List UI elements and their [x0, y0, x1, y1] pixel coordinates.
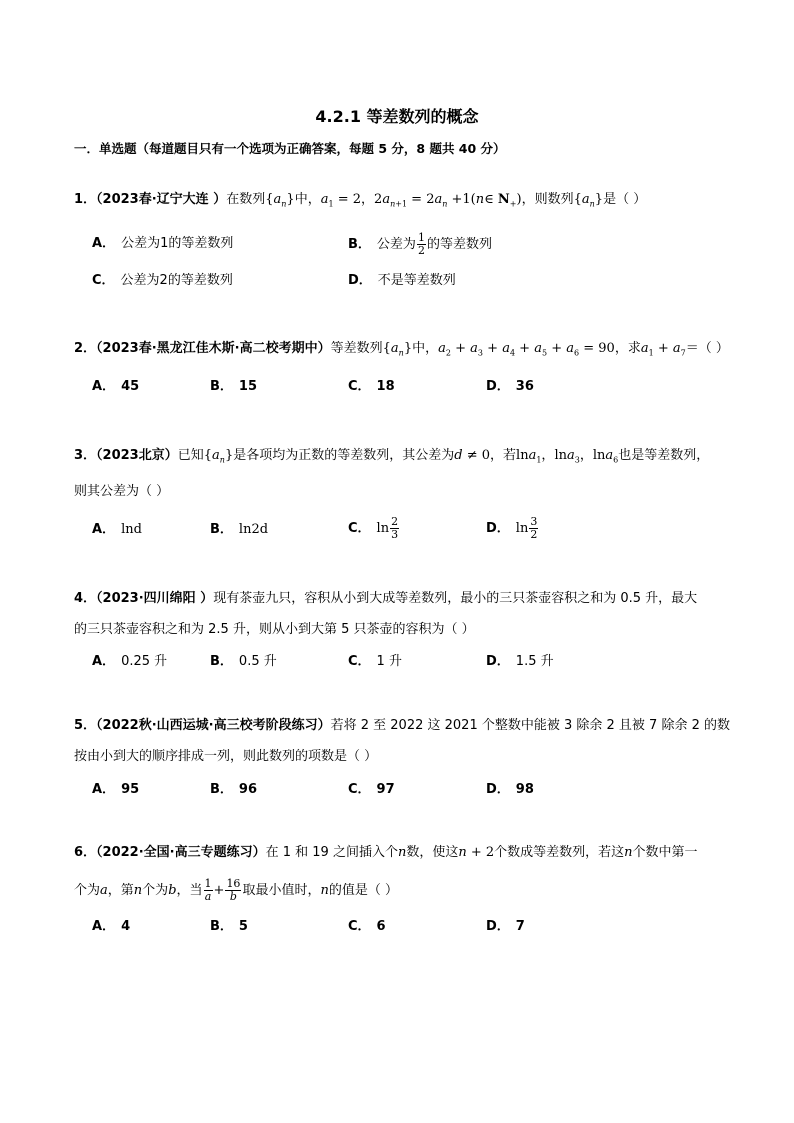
question-text: 等差数列: [330, 341, 383, 356]
question-2: [74, 339, 729, 364]
section-heading: 一．单选题（每道题目只有一个选项为正确答案，每题 5 分，8 题共 40 分）: [74, 141, 506, 156]
math-expr: n + 2: [458, 845, 495, 860]
math-var: n: [320, 883, 329, 898]
math-expr: $a_1 + a_7$: [640, 341, 686, 358]
math-sequence: $\{a_n\}$: [203, 448, 234, 465]
option-c[interactable]: C． 97: [348, 782, 395, 797]
question-number: 3．: [74, 448, 97, 463]
math-expr: lna$_6$: [592, 448, 619, 465]
question-number: 1．: [74, 192, 97, 207]
question-text: ，: [579, 448, 593, 463]
option-d[interactable]: D． ln $\frac{3}{2}$: [486, 515, 538, 541]
question-3: [74, 446, 709, 471]
question-text: 中，: [294, 192, 321, 207]
option-b[interactable]: B． ln2d: [210, 522, 269, 537]
math-var: a: [100, 883, 108, 898]
question-text: 中，: [412, 341, 439, 356]
question-source: （2022·全国·高三专题练习）: [96, 845, 266, 860]
question-number: 2．: [74, 341, 97, 356]
question-text: 若将 2 至 2022 这 2021 个整数中能被 3 除余 2 且被 7 除余 2 的数: [330, 718, 730, 733]
question-source: （2023北京）: [96, 448, 178, 463]
question-text: 是（ ）: [603, 192, 647, 207]
math-sequence: $\{a_n\}$: [265, 192, 295, 209]
question-text: 是各项均为正数的等差数列，其公差为: [233, 448, 455, 463]
math-expr: $a_1 = 2$: [320, 192, 362, 209]
question-text: ，若: [490, 448, 517, 463]
question-6-line-2: 个为a，第n个为b，当 $\frac{1}{a}$ + $\frac{16}{b}$ 取最小值时，n的值是（ ）: [74, 877, 398, 903]
fraction: $\frac{1}{a}$: [204, 877, 212, 903]
option-c[interactable]: C． 公差为2的等差数列: [92, 273, 233, 288]
question-3-line-2: 则其公差为（ ）: [74, 484, 170, 499]
option-a[interactable]: A． 95: [92, 782, 140, 797]
option-a[interactable]: A． 0.25 升: [92, 654, 168, 669]
option-d[interactable]: D． 不是等差数列: [348, 273, 456, 288]
option-c[interactable]: C． 18: [348, 379, 395, 394]
math-sequence: $\{a_n\}$: [573, 192, 604, 209]
math-var: n: [624, 845, 633, 860]
math-var: n: [397, 845, 407, 860]
question-source: （2023·四川绵阳 ）: [96, 591, 214, 606]
question-5-line-2: 按由小到大的顺序排成一列，则此数列的项数是（ ）: [74, 749, 378, 764]
option-b[interactable]: B． 公差为 $\frac{1}{2}$ 的等差数列: [348, 231, 492, 257]
question-4: [74, 589, 697, 609]
question-text: ，: [541, 448, 555, 463]
fraction: $\frac{1}{2}$: [417, 231, 425, 257]
option-d[interactable]: D． 7: [486, 919, 525, 934]
question-text: ，求: [614, 341, 641, 356]
question-6: [74, 843, 698, 863]
option-a[interactable]: A． 4: [92, 919, 131, 934]
page-title: 4.2.1 等差数列的概念: [315, 107, 479, 126]
question-number: 6．: [74, 845, 97, 860]
fraction: $\frac{2}{3}$: [391, 515, 399, 541]
question-1: [74, 190, 646, 215]
option-d[interactable]: D． 36: [486, 379, 534, 394]
question-text: 已知: [177, 448, 204, 463]
option-d[interactable]: D． 1.5 升: [486, 654, 554, 669]
question-text: 在数列: [226, 192, 266, 207]
question-4-line-2: 的三只茶壶容积之和为 2.5 升，则从小到大第 5 只茶壶的容积为（ ）: [74, 622, 475, 637]
question-text: 现有茶壶九只，容积从小到大成等差数列，最小的三只茶壶容积之和为 0.5 升，最大: [213, 591, 698, 606]
fraction: $\frac{16}{b}$: [226, 877, 241, 903]
question-source: （2023春·黑龙江佳木斯·高二校考期中）: [96, 341, 331, 356]
question-5: [74, 716, 730, 736]
option-d[interactable]: D． 98: [486, 782, 534, 797]
question-source: （2022秋·山西运城·高三校考阶段练习）: [96, 718, 331, 733]
question-number: 4．: [74, 591, 97, 606]
math-var: b: [168, 883, 177, 898]
math-expr: $2a_{n+1} = 2a_n$ +1(n∈ $N_+$): [374, 192, 522, 209]
question-text: ＝（ ）: [685, 341, 729, 356]
option-a[interactable]: A． lnd: [92, 522, 142, 537]
math-expr: d ≠ 0: [454, 448, 491, 463]
question-text: 个数中第一: [632, 845, 698, 860]
question-source: （2023春·辽宁大连 ）: [96, 192, 227, 207]
fraction: $\frac{3}{2}$: [530, 515, 538, 541]
option-c[interactable]: C． 6: [348, 919, 386, 934]
question-text: 在 1 和 19 之间插入个: [265, 845, 398, 860]
option-b[interactable]: B． 15: [210, 379, 258, 394]
option-c[interactable]: C． 1 升: [348, 654, 402, 669]
math-expr: lna$_3$: [554, 448, 580, 465]
option-a[interactable]: A． 45: [92, 379, 140, 394]
math-expr: lna$_1$: [516, 448, 542, 465]
option-c[interactable]: C． ln $\frac{2}{3}$: [348, 515, 399, 541]
math-sequence: $\{a_n\}$: [382, 341, 413, 358]
question-text: ，: [361, 192, 375, 207]
option-a[interactable]: A． 公差为1的等差数列: [92, 236, 234, 251]
option-b[interactable]: B． 0.5 升: [210, 654, 277, 669]
option-b[interactable]: B． 5: [210, 919, 248, 934]
question-number: 5．: [74, 718, 97, 733]
question-text: 数，使这: [406, 845, 459, 860]
option-b[interactable]: B． 96: [210, 782, 258, 797]
math-expr: $a_2 + a_3 + a_4 + a_5 + a_6 = 90$: [438, 341, 615, 358]
question-text: 个数成等差数列，若这: [494, 845, 625, 860]
question-text: ，则数列: [521, 192, 574, 207]
question-text: 也是等差数列，: [618, 448, 710, 463]
math-var: n: [133, 883, 143, 898]
